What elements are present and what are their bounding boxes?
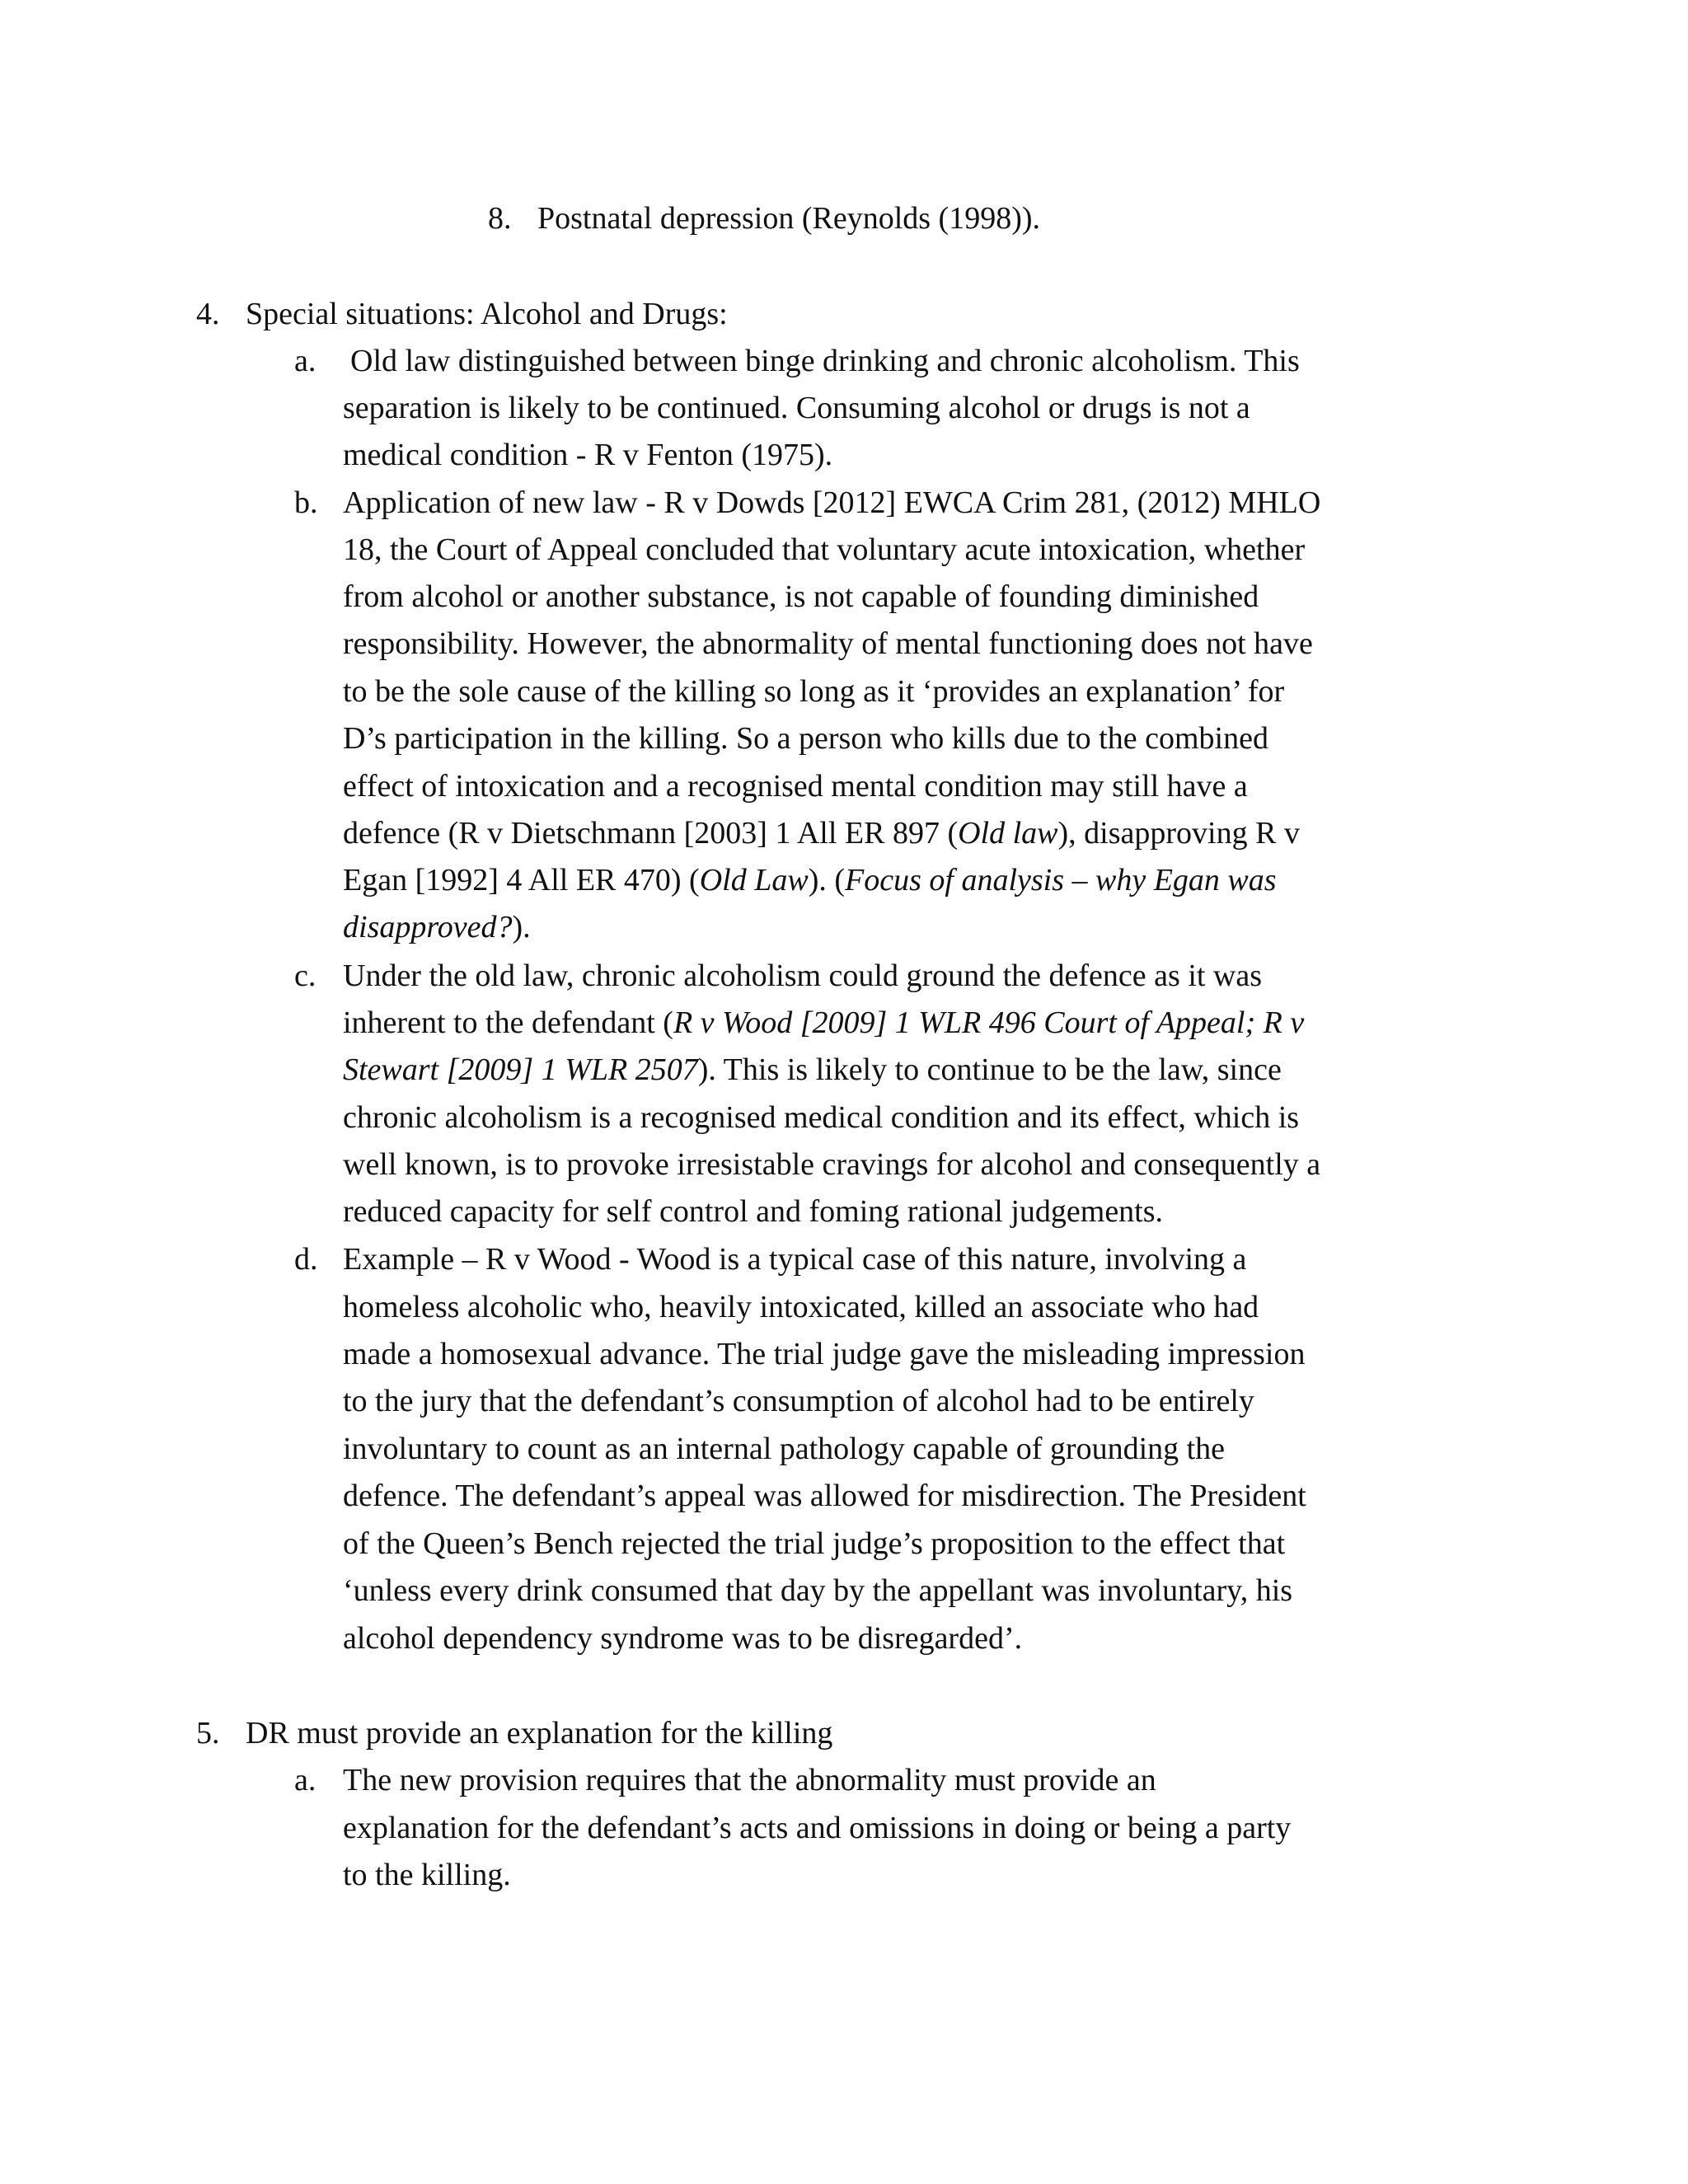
section-4c-line-2-italic: R v Wood [2009] 1 WLR 496 Court of Appeal; R v bbox=[673, 1005, 1305, 1040]
section-4c-line-1: Under the old law, chronic alcoholism could ground the defence as it was bbox=[343, 958, 1263, 993]
section-5a-line-2: explanation for the defendant’s acts and omissions in doing or being a party bbox=[343, 1811, 1292, 1845]
section-4b-line-9-italic-1: Old Law bbox=[699, 863, 809, 898]
section-4d-line-1: Example – R v Wood - Wood is a typical case of this nature, involving a bbox=[343, 1242, 1247, 1277]
section-4b-line-9 bbox=[343, 857, 1277, 903]
section-4b-line-3: from alcohol or another substance, is not capable of founding diminished bbox=[343, 579, 1259, 614]
section-4b-line-9-part-b: ). ( bbox=[808, 863, 846, 898]
section-4c-line-3 bbox=[343, 1047, 1282, 1093]
section-4d-line-9: alcohol dependency syndrome was to be disregarded’. bbox=[343, 1621, 1023, 1656]
section-4b-line-8-part-b: ), disapproving R v bbox=[1057, 816, 1300, 851]
section-4b-line-8-italic: Old law bbox=[958, 816, 1058, 851]
section-4c-line-2 bbox=[343, 1000, 1304, 1046]
section-4a-line-2: separation is likely to be continued. Consuming alcohol or drugs is not a bbox=[343, 391, 1250, 425]
section-4c-line-3-italic: Stewart [2009] 1 WLR 2507 bbox=[343, 1052, 698, 1087]
section-5-marker: 5. bbox=[196, 1716, 220, 1750]
section-4c-line-3-part-b: ). This is likely to continue to be the law, since bbox=[697, 1052, 1282, 1087]
section-4b-line-10-italic: disapproved? bbox=[343, 910, 513, 944]
section-4d-line-5: involuntary to count as an internal pathology capable of grounding the bbox=[343, 1432, 1226, 1466]
section-4b-line-9-part-a: Egan [1992] 4 All ER 470) ( bbox=[343, 863, 700, 898]
section-5-heading: DR must provide an explanation for the killing bbox=[246, 1716, 833, 1750]
section-5a-line-3: to the killing. bbox=[343, 1858, 511, 1892]
section-4b-line-9-italic-2: Focus of analysis – why Egan was bbox=[845, 863, 1277, 898]
section-4-heading: Special situations: Alcohol and Drugs: bbox=[246, 297, 728, 331]
section-4b-line-7: effect of intoxication and a recognised mental condition may still have a bbox=[343, 769, 1248, 804]
section-5a-line-1: The new provision requires that the abnormality must provide an bbox=[343, 1763, 1156, 1797]
section-4d-line-3: made a homosexual advance. The trial judge gave the misleading impression bbox=[343, 1337, 1306, 1371]
section-4b-line-10 bbox=[343, 904, 531, 950]
section-4b-marker: b. bbox=[294, 485, 318, 520]
section-4-marker: 4. bbox=[196, 297, 220, 331]
section-4c-line-2-part-a: inherent to the defendant ( bbox=[343, 1005, 673, 1040]
section-4c-line-5: well known, is to provoke irresistable cravings for alcohol and consequently a bbox=[343, 1147, 1321, 1182]
section-4d-line-8: ‘unless every drink consumed that day by the appellant was involuntary, his bbox=[343, 1573, 1293, 1608]
section-4d-line-6: defence. The defendant’s appeal was allowed for misdirection. The President bbox=[343, 1479, 1306, 1513]
section-4d-line-7: of the Queen’s Bench rejected the trial judge’s proposition to the effect that bbox=[343, 1526, 1286, 1561]
section-4c-line-4: chronic alcoholism is a recognised medical condition and its effect, which is bbox=[343, 1100, 1300, 1135]
section-4b-line-5: to be the sole cause of the killing so long as it ‘provides an explanation’ for bbox=[343, 674, 1285, 709]
section-5a-marker: a. bbox=[294, 1763, 316, 1797]
section-4b-line-8-part-a: defence (R v Dietschmann [2003] 1 All ER 897 ( bbox=[343, 816, 959, 851]
section-4d-marker: d. bbox=[294, 1242, 318, 1277]
section-4d-line-2: homeless alcoholic who, heavily intoxicated, killed an associate who had bbox=[343, 1290, 1259, 1324]
section-4b-line-6: D’s participation in the killing. So a person who kills due to the combined bbox=[343, 721, 1268, 756]
section-4a-line-3: medical condition - R v Fenton (1975). bbox=[343, 438, 833, 472]
section-4b-line-1: Application of new law - R v Dowds [2012] EWCA Crim 281, (2012) MHLO bbox=[343, 485, 1321, 520]
section-4c-marker: c. bbox=[294, 958, 316, 993]
item-8-text: Postnatal depression (Reynolds (1998)). bbox=[537, 201, 1041, 236]
item-8-marker: 8. bbox=[488, 201, 512, 236]
section-4b-line-4: responsibility. However, the abnormality of mental functioning does not have bbox=[343, 626, 1313, 661]
section-4b-line-8 bbox=[343, 810, 1300, 856]
section-4b-line-2: 18, the Court of Appeal concluded that voluntary acute intoxication, whether bbox=[343, 532, 1306, 567]
section-4b-line-10-part-b: ). bbox=[512, 910, 531, 944]
section-4c-line-6: reduced capacity for self control and foming rational judgements. bbox=[343, 1194, 1164, 1229]
section-4a-line-1: Old law distinguished between binge drinking and chronic alcoholism. This bbox=[350, 344, 1300, 378]
section-4d-line-4: to the jury that the defendant’s consumption of alcohol had to be entirely bbox=[343, 1384, 1254, 1418]
section-4a-marker: a. bbox=[294, 344, 316, 378]
